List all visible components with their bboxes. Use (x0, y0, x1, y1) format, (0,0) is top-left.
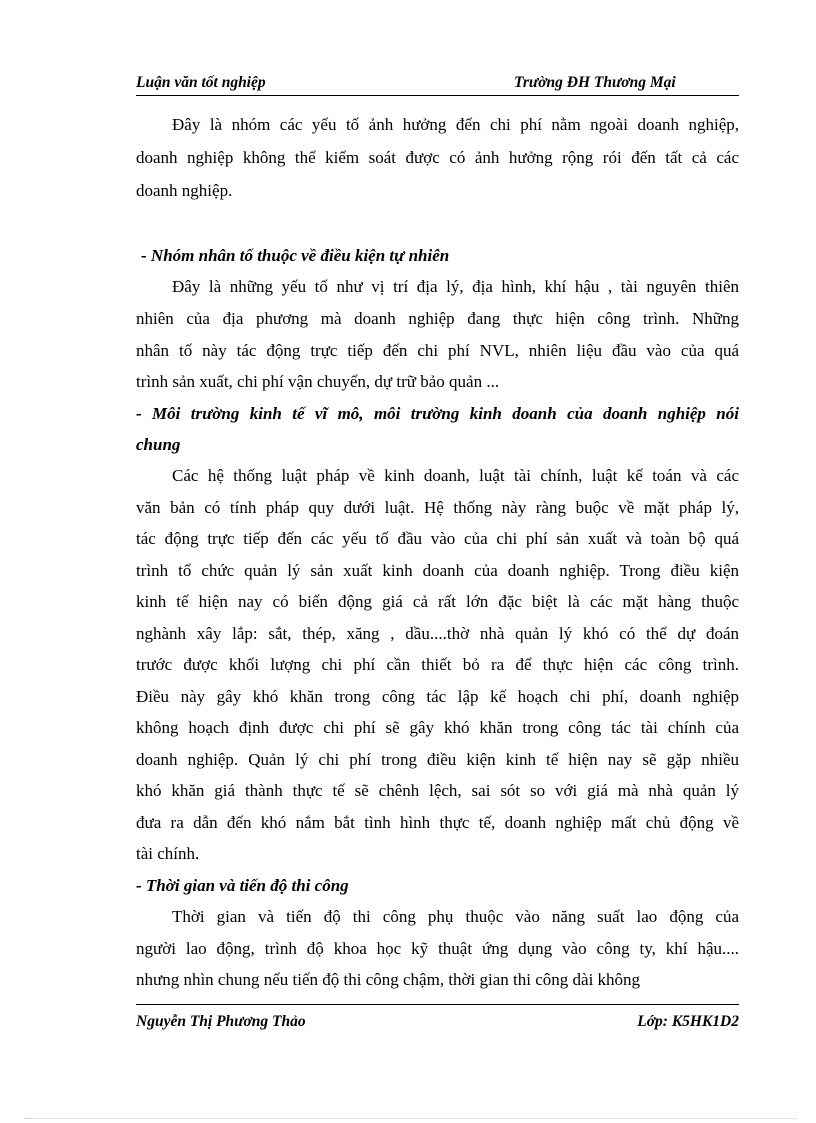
paragraph-line: Đây là nhóm các yếu tố ảnh hưởng đến chi phí nằm ngoài doanh nghiệp, (172, 115, 739, 134)
paragraph-line: trình tổ chức quản lý sản xuất kinh doanh của doanh nghiệp. Trong điều kiện (136, 561, 739, 580)
paragraph-line: trình sản xuất, chi phí vận chuyển, dự trữ bảo quản ... (136, 372, 500, 391)
paragraph-line: kinh tế hiện nay có biến động giá cả rất lớn đặc biệt là các mặt hàng thuộc (136, 592, 739, 611)
footer-rule (136, 1004, 739, 1005)
section-heading-construction-schedule: - Thời gian và tiến độ thi công (136, 876, 349, 895)
paragraph-line: tài chính. (136, 844, 200, 863)
page-boundary (24, 1118, 796, 1119)
paragraph-line: nghành xây lắp: sắt, thép, xăng , dầu....thờ nhà quản lý khó có thể dự đoán (136, 624, 739, 643)
header-university-label: Trường ĐH Thương Mại (514, 74, 676, 91)
paragraph-line: đưa ra dẫn đến khó nắm bắt tình hình thực tế, doanh nghiệp mất chủ động về (136, 813, 739, 832)
paragraph-line: người lao động, trình độ khoa học kỹ thuật ứng dụng vào công ty, khí hậu.... (136, 939, 739, 958)
paragraph-line: nhân tố này tác động trực tiếp đến chi phí NVL, nhiên liệu đầu vào của quá (136, 341, 739, 360)
paragraph-line: Đây là những yếu tố như vị trí địa lý, địa hình, khí hậu , tài nguyên thiên (172, 277, 739, 296)
paragraph-line: nhiên của địa phương mà doanh nghiệp đang thực hiện công trình. Những (136, 309, 739, 328)
paragraph-line: trước được khối lượng chi phí cần thiết bỏ ra để thực hiện các công trình. (136, 655, 739, 674)
footer-author-name: Nguyễn Thị Phương Thảo (136, 1013, 306, 1030)
section-heading-macro-environment: - Môi trường kinh tế vĩ mô, môi trường kinh doanh của doanh nghiệp nói (136, 404, 739, 423)
paragraph-line: khó khăn giá thành thực tế sẽ chênh lệch, sai sót so với giá mà nhà quản lý (136, 781, 739, 800)
footer-class-label: Lớp: K5HK1D2 (637, 1013, 739, 1030)
header-rule (136, 95, 739, 96)
paragraph-line: Thời gian và tiến độ thi công phụ thuộc vào năng suất lao động của (172, 907, 739, 926)
paragraph-line: Điều này gây khó khăn trong công tác lập kế hoạch chi phí, doanh nghiệp (136, 687, 739, 706)
paragraph-line: doanh nghiệp. Quản lý chi phí trong điều kiện kinh tế hiện nay sẽ gặp nhiều (136, 750, 739, 769)
section-heading-macro-environment-cont: chung (136, 435, 181, 454)
paragraph-line: văn bản có tính pháp quy dưới luật. Hệ thống này ràng buộc về mặt pháp lý, (136, 498, 739, 517)
paragraph-line: nhưng nhìn chung nếu tiến độ thi công chậm, thời gian thi công dài không (136, 970, 641, 989)
section-heading-natural-conditions: - Nhóm nhân tố thuộc về điều kiện tự nhiên (141, 246, 450, 265)
paragraph-line: không hoạch định được chi phí sẽ gây khó khăn trong công tác tài chính của (136, 718, 739, 737)
page-header (136, 74, 739, 96)
header-thesis-label: Luận văn tốt nghiệp (136, 74, 266, 91)
paragraph-line: Các hệ thống luật pháp về kinh doanh, luật tài chính, luật kế toán và các (172, 466, 739, 485)
paragraph-line: doanh nghiệp không thể kiểm soát được có ảnh hưởng rộng rói đến tất cả các (136, 148, 739, 167)
paragraph-line: doanh nghiệp. (136, 181, 233, 200)
page-footer (136, 1013, 739, 1035)
paragraph-line: tác động trực tiếp đến các yếu tố đầu vào của chi phí sản xuất và toàn bộ quá (136, 529, 739, 548)
